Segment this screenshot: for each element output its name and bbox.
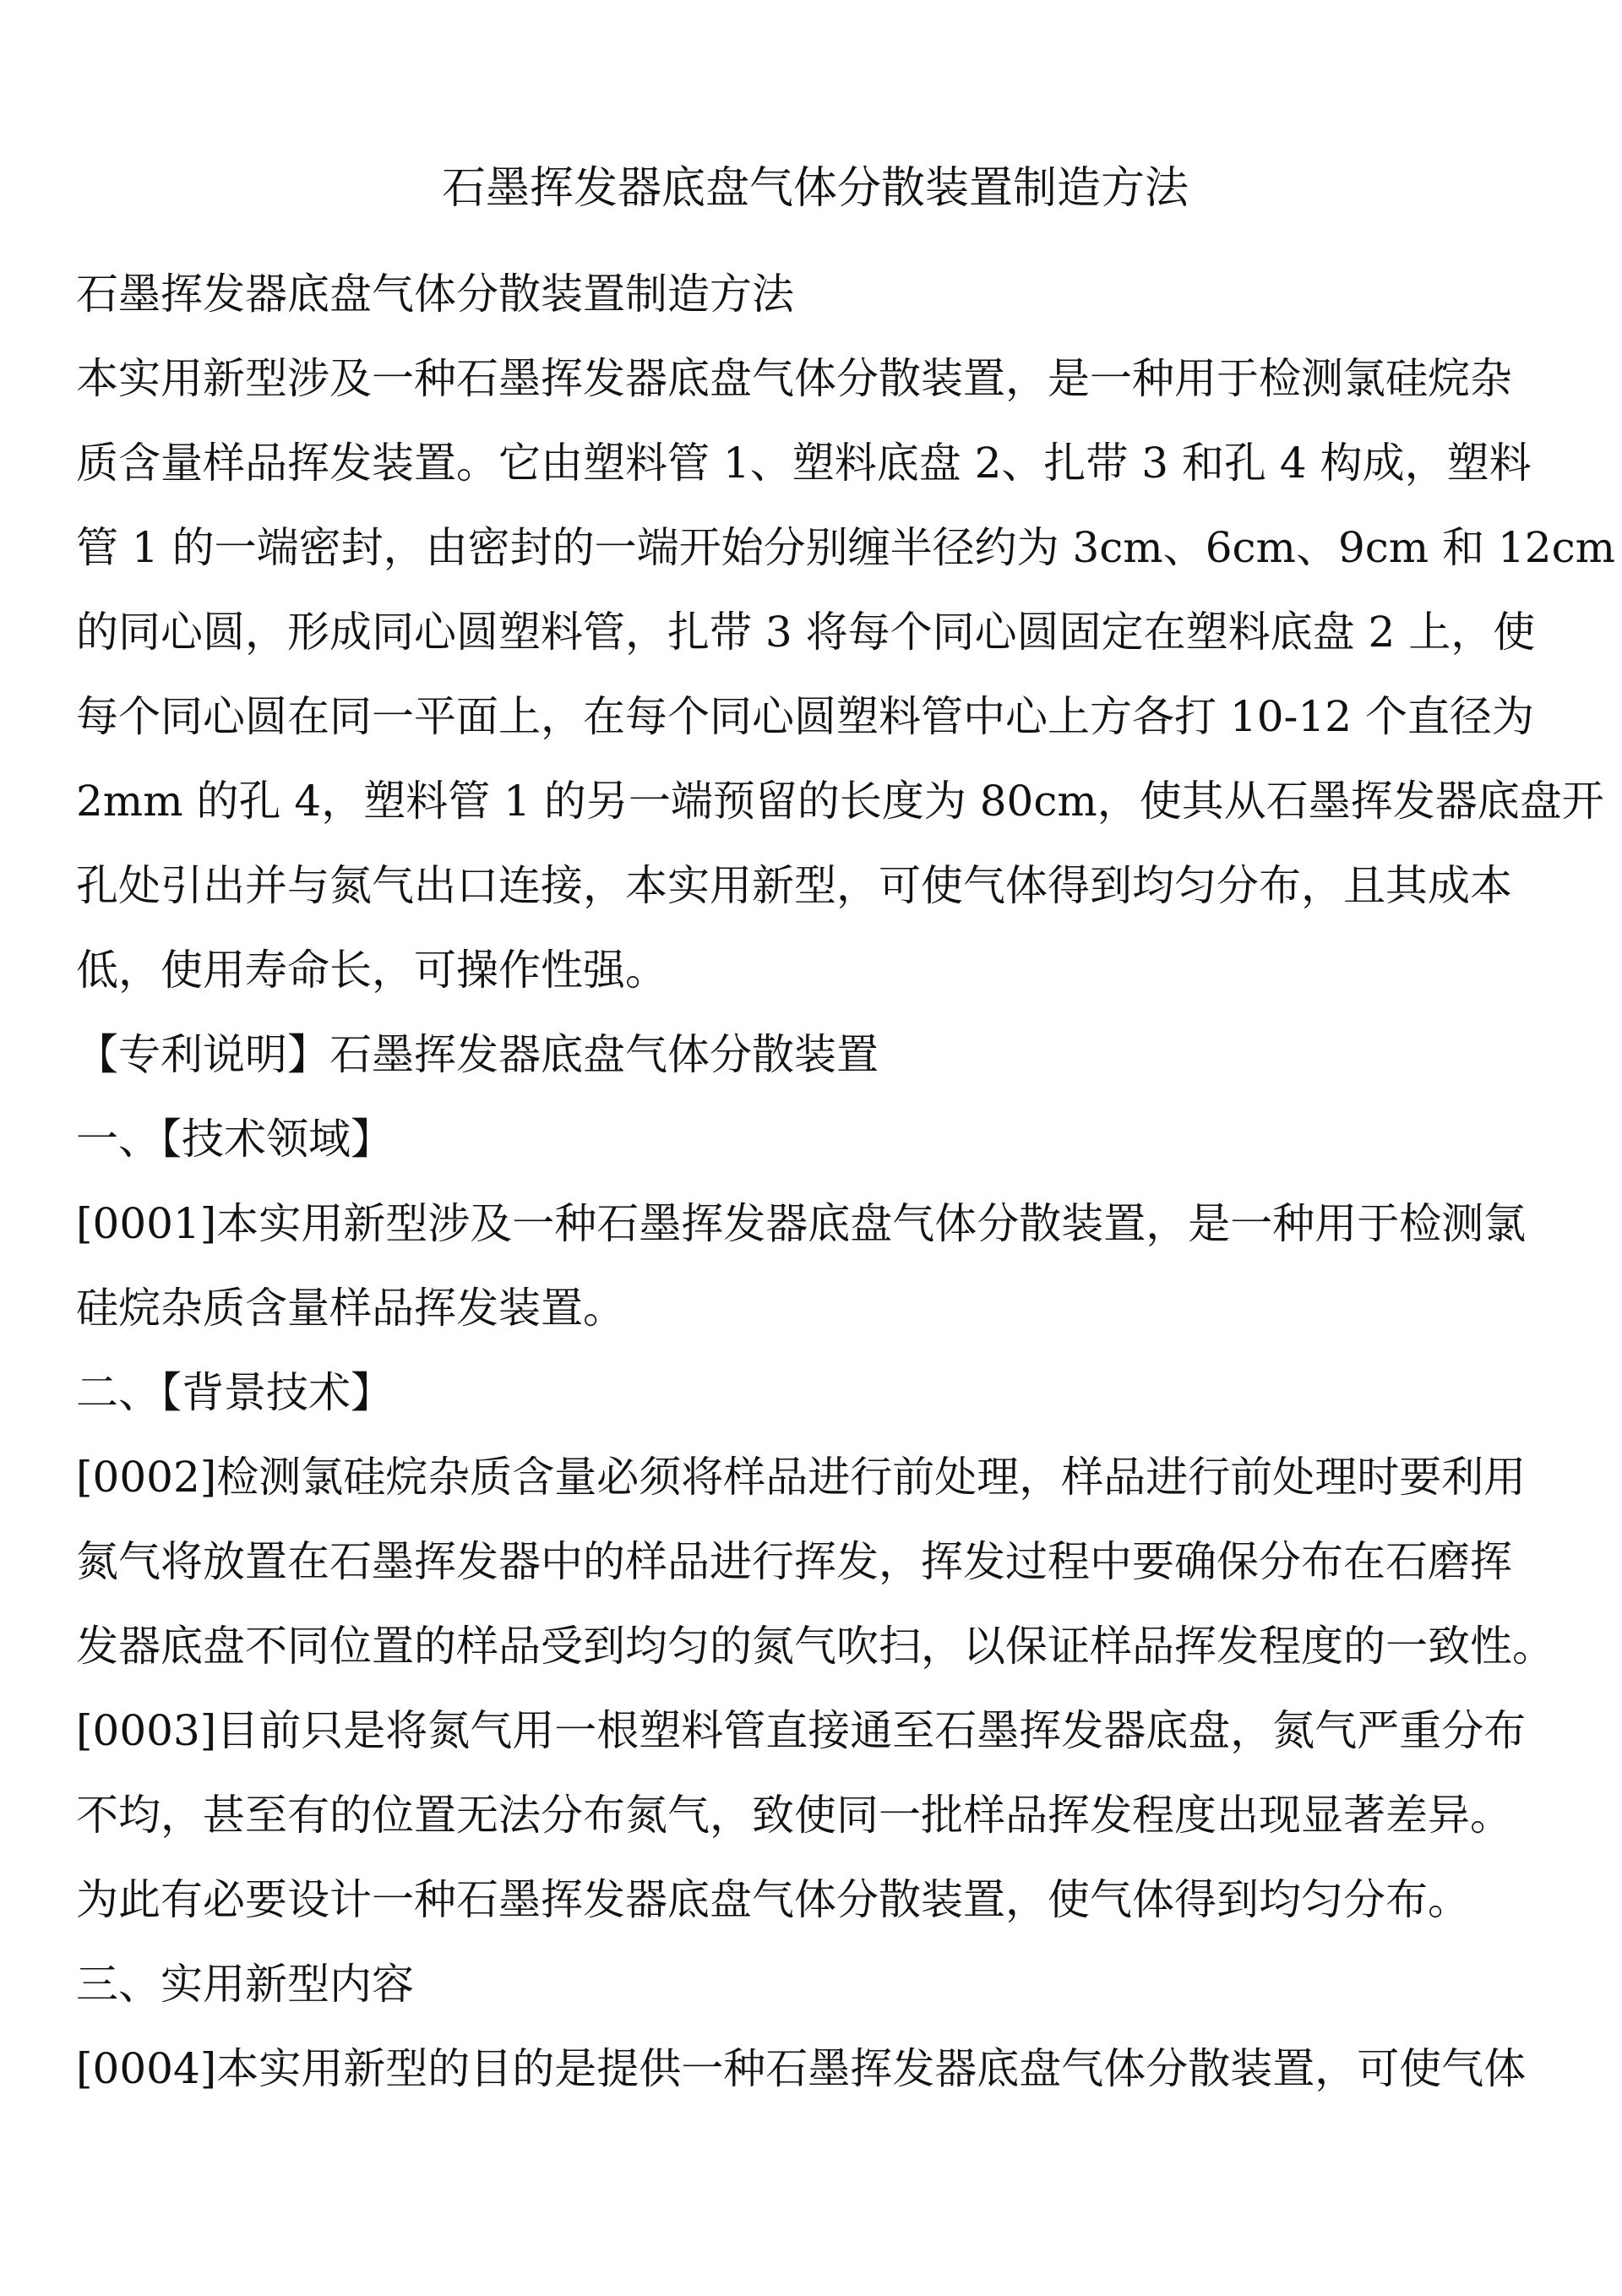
abstract-line: 低，使用寿命长，可操作性强。 xyxy=(76,945,667,995)
section-heading: 三、实用新型内容 xyxy=(76,1959,414,2009)
abstract-line: 2mm 的孔 4，塑料管 1 的另一端预留的长度为 80cm，使其从石墨挥发器底盘开 xyxy=(76,776,1604,826)
paragraph-line: [0003]目前只是将氮气用一根塑料管直接通至石墨挥发器底盘，氮气严重分布 xyxy=(76,1705,1527,1755)
paragraph-line: 发器底盘不同位置的样品受到均匀的氮气吹扫，以保证样品挥发程度的一致性。 xyxy=(76,1621,1554,1671)
abstract-line: 质含量样品挥发装置。它由塑料管 1、塑料底盘 2、扎带 3 和孔 4 构成，塑料 xyxy=(76,438,1532,488)
paragraph-line: 不均，甚至有的位置无法分布氮气，致使同一批样品挥发程度出现显著差异。 xyxy=(76,1790,1512,1840)
section-heading: 【专利说明】石墨挥发器底盘气体分散装置 xyxy=(76,1029,879,1079)
paragraph-line: [0001]本实用新型涉及一种石墨挥发器底盘气体分散装置，是一种用于检测氯 xyxy=(76,1198,1527,1248)
paragraph-line: 氮气将放置在石墨挥发器中的样品进行挥发，挥发过程中要确保分布在石磨挥 xyxy=(76,1536,1512,1586)
abstract-line: 孔处引出并与氮气出口连接，本实用新型，可使气体得到均匀分布，且其成本 xyxy=(76,860,1512,910)
paragraph-line: 硅烷杂质含量样品挥发装置。 xyxy=(76,1283,625,1333)
document-title: 石墨挥发器底盘气体分散装置制造方法 xyxy=(441,163,1189,214)
abstract-line: 的同心圆，形成同心圆塑料管，扎带 3 将每个同心圆固定在塑料底盘 2 上，使 xyxy=(76,607,1536,657)
section-heading: 一、【技术领域】 xyxy=(76,1114,393,1164)
document-page xyxy=(76,161,1615,2111)
document-body xyxy=(76,252,1615,2111)
paragraph-line: 为此有必要设计一种石墨挥发器底盘气体分散装置，使气体得到均匀分布。 xyxy=(76,1874,1470,1924)
paragraph-line: [0004]本实用新型的目的是提供一种石墨挥发器底盘气体分散装置，可使气体 xyxy=(76,2043,1527,2093)
paragraph-line: [0002]检测氯硅烷杂质含量必须将样品进行前处理，样品进行前处理时要利用 xyxy=(76,1452,1527,1502)
section-heading: 二、【背景技术】 xyxy=(76,1367,393,1417)
abstract-line: 管 1 的一端密封，由密封的一端开始分别缠半径约为 3cm、6cm、9cm 和 12cm xyxy=(76,522,1615,572)
abstract-line: 每个同心圆在同一平面上，在每个同心圆塑料管中心上方各打 10-12 个直径为 xyxy=(76,691,1534,741)
abstract-line: 本实用新型涉及一种石墨挥发器底盘气体分散装置，是一种用于检测氯硅烷杂 xyxy=(76,353,1512,403)
subtitle-line: 石墨挥发器底盘气体分散装置制造方法 xyxy=(76,269,794,319)
